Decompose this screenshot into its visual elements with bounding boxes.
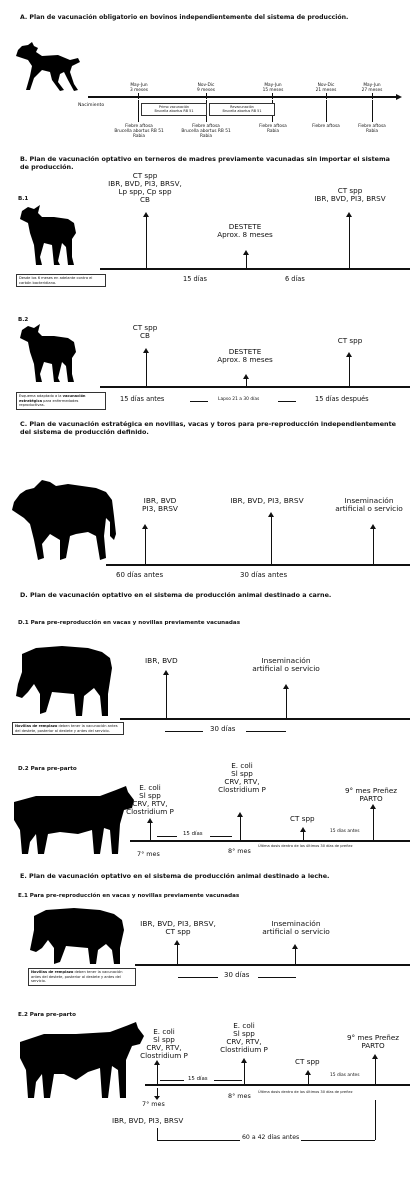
b2-note-box	[16, 392, 106, 410]
vaccine-a-2: Fiebre aftosa Brucella abortus RB 51 Rabia	[181, 124, 231, 139]
b2-note-b: vacunación estratégica	[19, 394, 86, 403]
e1-days-line-right	[258, 977, 296, 978]
section-a-title: A. Plan de vacunación obligatorio en bovinos independientemente del sistema de producción.	[20, 14, 349, 21]
d2-ct: CT spp	[290, 814, 315, 823]
calf-silhouette-a	[8, 38, 88, 94]
b2-vaccine-3: CT spp	[337, 336, 363, 345]
b2-destete: DESTETE Aprox. 8 meses	[217, 347, 273, 365]
e1-days-line-left	[178, 977, 218, 978]
e2-range-vertical-left	[157, 1128, 158, 1140]
d1-days-line-left	[165, 731, 203, 732]
d1-days-line-right	[246, 731, 286, 732]
timeline-b1	[100, 268, 410, 270]
section-b-title: B. Plan de vacunación optativo en terneros de madres previamente vacunadas sin importar el sistema de producción.	[20, 155, 390, 171]
b2-label: B.2	[18, 317, 29, 323]
e2-month-8: 8° mes	[228, 1092, 251, 1100]
e2-15d-line	[160, 1080, 184, 1081]
b2-note-a: Esquema adaptado a la	[19, 394, 63, 398]
b2-before: 15 días antes	[120, 395, 165, 403]
e1-note-box	[28, 968, 136, 986]
timeline-d1	[120, 718, 410, 720]
arrow-a-4	[326, 100, 327, 122]
e1-note-b: deben tener la vacunación antes del destete, posterior al destete y antes del servicio.	[31, 970, 123, 984]
c-days-2: 30 días antes	[240, 571, 288, 579]
d1-note-a: Novillas de remplazo	[15, 724, 58, 728]
b2-note-c: para enfermedades reproductivas.	[19, 398, 79, 408]
timeline-b2	[100, 386, 410, 388]
d2-days-15: 15 días	[183, 831, 203, 837]
e1-vaccine: IBR, BVD, PI3, BRSV, CT spp	[140, 919, 216, 937]
c-days-1: 60 días antes	[116, 571, 164, 579]
e2-range-label: 60 a 42 días antes	[242, 1134, 300, 1141]
e2-bottom-vaccine: IBR, BVD, PI3, BRSV	[112, 1116, 184, 1125]
b1-note-box: Desde los 6 meses en adelante contra el carbón bacteridiano.	[16, 274, 106, 287]
timeline-c	[106, 564, 410, 566]
tick-a-3	[272, 93, 273, 99]
e2-days-15-before: 15 días antes	[330, 1073, 360, 1078]
e2-range-vertical-right	[375, 1100, 376, 1140]
e2-vaccine-1: E. coli Sl spp CRV, RTV, Clostridium P	[140, 1027, 188, 1061]
d2-label: D.2 Para pre-parto	[18, 766, 77, 772]
calf-silhouette-b2	[14, 322, 84, 384]
d1-note-box	[12, 722, 124, 735]
c-vaccine-2: IBR, BVD, PI3, BRSV	[230, 496, 304, 505]
revaccination-box: Revacunación Brucella abortus RB 51	[209, 103, 275, 116]
b1-days-2: 6 días	[285, 275, 305, 283]
d2-15d-line	[157, 836, 177, 837]
section-c-title: C. Plan de vacunación estratégica en novillas, vacas y toros para pre-reproducción independientemente del sistema de producción definido.	[20, 420, 396, 436]
e2-days-15: 15 días	[188, 1076, 208, 1082]
timepoint-a-2: Nov-Dic 9 meses	[196, 83, 216, 93]
timeline-d2	[130, 840, 410, 842]
e2-15d-line-b	[214, 1080, 242, 1081]
arrow-a-1	[138, 100, 139, 122]
d1-vaccine: IBR, BVD	[145, 656, 178, 665]
section-d-title: D. Plan de vacunación optativo en el sistema de producción animal destinado a carne.	[20, 591, 332, 599]
b2-lapse-line-right	[278, 401, 296, 402]
d1-note-b: deben tener la vacunación antes del destete, posterior al destete y antes del servicio.	[15, 724, 118, 733]
section-e-title: E. Plan de vacunación optativo en el sistema de producción animal destinado a leche.	[20, 872, 330, 880]
arrow-a-5	[372, 100, 373, 122]
tick-a-1	[138, 93, 139, 99]
timeline-a	[88, 96, 398, 98]
b1-destete: DESTETE Aprox. 8 meses	[217, 222, 273, 240]
c-vaccine-1: IBR, BVD PI3, BRSV	[142, 496, 178, 514]
tick-a-5	[372, 93, 373, 99]
e1-days: 30 días	[224, 971, 250, 979]
d2-parto: 9° mes Preñez PARTO	[344, 786, 398, 804]
cow-grazing-silhouette-d1	[12, 638, 114, 718]
d2-vaccine-1: E. coli Sl spp CRV, RTV, Clostridium P	[126, 783, 174, 817]
bull-silhouette	[10, 474, 120, 566]
e2-vaccine-2: E. coli Sl spp CRV, RTV, Clostridium P	[220, 1021, 268, 1055]
d2-last-dose: Última dosis dentro de los últimos 30 días de preñez	[258, 844, 353, 848]
cow-grazing-silhouette-e1	[26, 904, 126, 966]
e1-label: E.1 Para pre-reproducción en vacas y novillas previamente vacunadas	[18, 893, 240, 899]
b2-lapse: Lapso 21 a 30 días	[218, 397, 260, 402]
d2-days-15-before: 15 días antes	[330, 829, 360, 834]
d1-label: D.1 Para pre-reproducción en vacas y novillas previamente vacunadas	[18, 620, 241, 626]
timeline-e1	[135, 964, 410, 966]
vaccine-a-5: Fiebre aftosa Rabia	[358, 124, 386, 134]
timepoint-a-1: May-Jun 3 meses	[129, 83, 149, 93]
e2-last-dose: Última dosis dentro de los últimos 30 días de preñez	[258, 1090, 353, 1094]
timepoint-a-5: May-Jun 27 meses	[361, 83, 383, 93]
e2-parto: 9° mes Preñez PARTO	[346, 1033, 400, 1051]
birth-label: Nacimiento	[78, 103, 105, 108]
calf-silhouette-b1	[14, 203, 84, 267]
b2-after: 15 días después	[315, 395, 369, 403]
timeline-a-arrowhead	[396, 94, 402, 100]
tick-a-4	[326, 93, 327, 99]
d2-15d-line-b	[210, 836, 232, 837]
b2-vaccine-1: CT spp CB	[132, 323, 158, 341]
timepoint-a-4: Nov-Dic 21 meses	[315, 83, 337, 93]
e2-month-7: 7° mes	[142, 1100, 165, 1108]
b1-vaccine-3: CT spp IBR, BVD, PI3, BRSV	[314, 186, 386, 204]
vaccine-a-1: Fiebre aftosa Brucella abortus RB 51 Rabia	[114, 124, 164, 139]
timeline-e2	[145, 1084, 410, 1086]
dairy-cow-silhouette-e2	[16, 1020, 146, 1102]
e2-ct: CT spp	[295, 1057, 320, 1066]
d2-month-7: 7° mes	[137, 850, 160, 858]
d1-insemination: Inseminación artificial o servicio	[252, 656, 320, 674]
tick-a-2	[206, 93, 207, 99]
d2-vaccine-2: E. coli Sl spp CRV, RTV, Clostridium P	[218, 761, 266, 795]
b2-lapse-line-left	[190, 401, 208, 402]
timepoint-a-3: May-Jun 15 meses	[262, 83, 284, 93]
c-insemination: Inseminación artificial o servicio	[335, 496, 403, 514]
d1-days: 30 días	[210, 725, 236, 733]
b1-days-1: 15 días	[183, 275, 207, 283]
primo-vaccination-box: Primo vacunación Brucella abortus RB 51	[141, 103, 207, 116]
e2-label: E.2 Para pre-parto	[18, 1012, 76, 1018]
vaccine-a-3: Fiebre aftosa Rabia	[259, 124, 287, 134]
e1-note-a: Novillas de remplazo	[31, 970, 74, 974]
e2-down-arrowhead	[154, 1096, 160, 1100]
d2-month-8: 8° mes	[228, 847, 251, 855]
b1-label: B.1	[18, 196, 29, 202]
e1-insemination: Inseminación artificial o servicio	[262, 919, 330, 937]
vaccine-a-4: Fiebre aftosa	[312, 124, 340, 129]
b1-vaccine-1: CT spp IBR, BVD, PI3, BRSV, Lp spp, Cp spp CB	[108, 171, 182, 205]
